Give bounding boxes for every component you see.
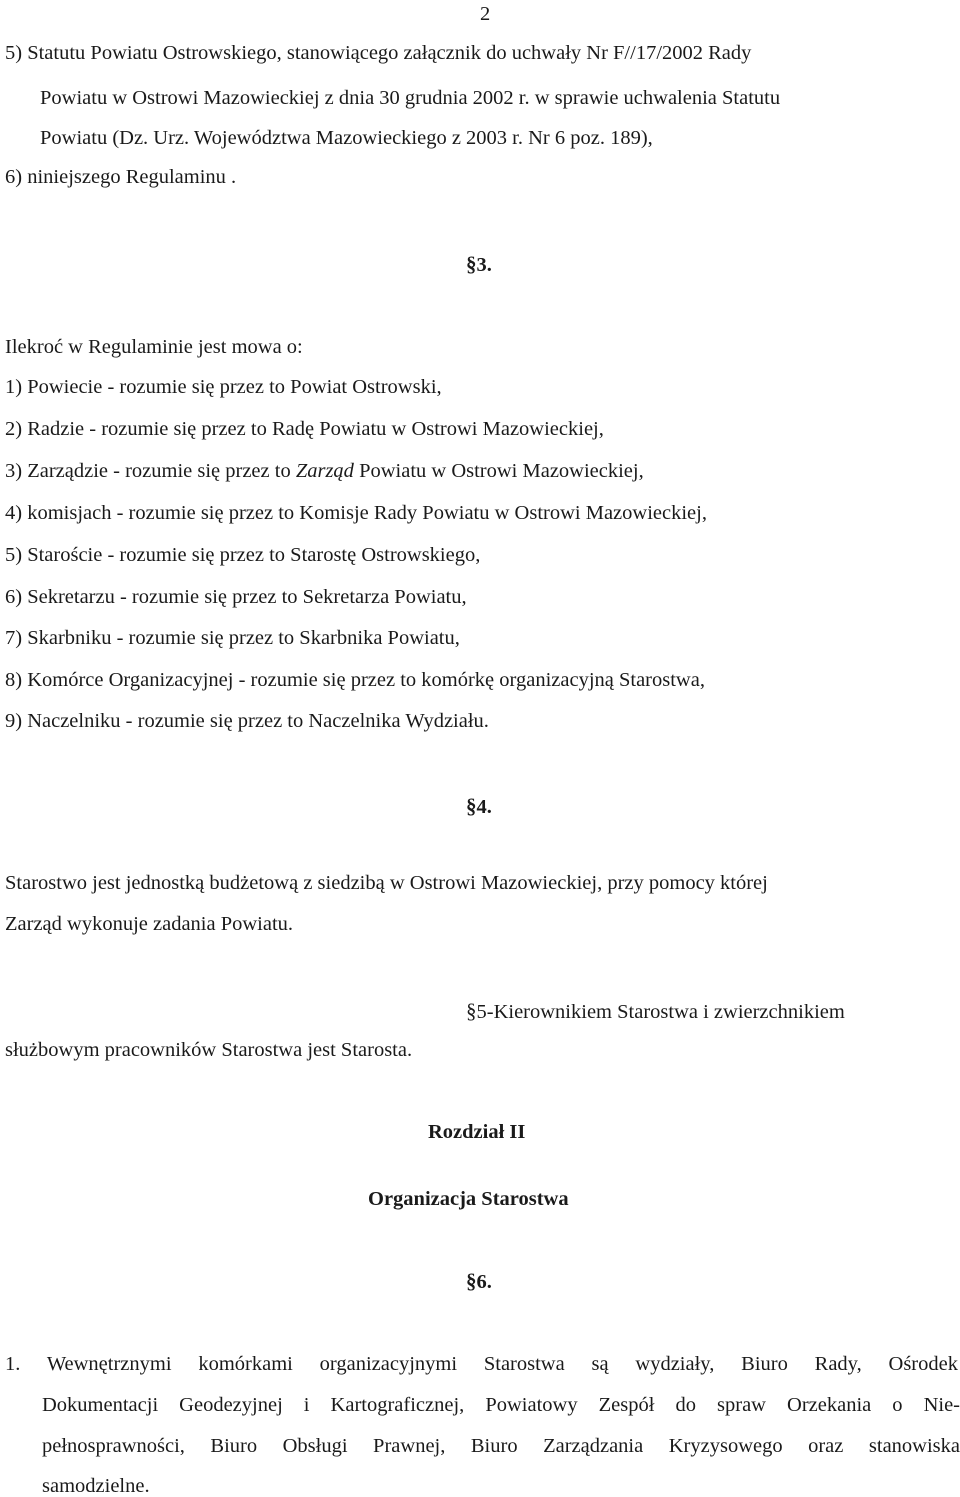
section-6-line4: samodzielne. bbox=[42, 1475, 150, 1497]
section-3-heading bbox=[466, 254, 492, 276]
section-sign: § bbox=[466, 252, 477, 276]
section-6-heading bbox=[466, 1271, 492, 1293]
section-4-line2: Zarząd wykonuje zadania Powiatu. bbox=[5, 913, 294, 935]
definition-item-text: 3) Zarządzie - rozumie się przez to bbox=[5, 460, 296, 482]
intro-item5-line2: Powiatu w Ostrowi Mazowieckiej z dnia 30 grudnia 2002 r. w sprawie uchwalenia Statutu bbox=[40, 87, 781, 109]
definition-item: 1) Powiecie - rozumie się przez to Powiat Ostrowski, bbox=[5, 376, 442, 398]
definition-item bbox=[5, 461, 644, 482]
definition-item: 6) Sekretarzu - rozumie się przez to Sekretarza Powiatu, bbox=[5, 586, 467, 608]
section-5-line2: służbowym pracowników Starostwa jest Starosta. bbox=[5, 1039, 413, 1061]
section-6-line1: 1. Wewnętrznymi komórkami organizacyjnymi Starostwa są wydziały, Biuro Rady, Ośrodek bbox=[5, 1353, 958, 1375]
chapter-title: Rozdział II bbox=[428, 1121, 526, 1143]
intro-item5-line1: 5) Statutu Powiatu Ostrowskiego, stanowiącego załącznik do uchwały Nr F//17/2002 Rady bbox=[5, 42, 752, 64]
section-number: 6. bbox=[476, 1271, 492, 1293]
section-sign: § bbox=[466, 1269, 477, 1293]
section-5-line1 bbox=[466, 1001, 845, 1023]
definition-item: 7) Skarbniku - rozumie się przez to Skarbnika Powiatu, bbox=[5, 627, 460, 649]
definition-item: 2) Radzie - rozumie się przez to Radę Powiatu w Ostrowi Mazowieckiej, bbox=[5, 418, 604, 440]
definition-item-text: Powiatu w Ostrowi Mazowieckiej, bbox=[353, 460, 644, 482]
section-4-heading bbox=[466, 796, 492, 818]
page-number: 2 bbox=[480, 3, 491, 25]
intro-item6: 6) niniejszego Regulaminu . bbox=[5, 166, 237, 188]
chapter-subtitle: Organizacja Starostwa bbox=[368, 1188, 569, 1210]
section-sign: § bbox=[466, 794, 477, 818]
section-6-line3: pełnosprawności, Biuro Obsługi Prawnej, Biuro Zarządzania Kryzysowego oraz stanowiska bbox=[42, 1435, 960, 1457]
section-3-lead: Ilekroć w Regulaminie jest mowa o: bbox=[5, 336, 303, 358]
definition-item: 8) Komórce Organizacyjnej - rozumie się przez to komórkę organizacyjną Starostwa, bbox=[5, 669, 705, 691]
intro-item5-line3: Powiatu (Dz. Urz. Województwa Mazowieckiego z 2003 r. Nr 6 poz. 189), bbox=[40, 127, 653, 149]
definition-item: 5) Staroście - rozumie się przez to Starostę Ostrowskiego, bbox=[5, 544, 481, 566]
section-6-line2: Dokumentacji Geodezyjnej i Kartograficznej, Powiatowy Zespół do spraw Orzekania o Nie- bbox=[42, 1394, 960, 1416]
section-5-text: 5-Kierownikiem Starostwa i zwierzchnikiem bbox=[476, 1001, 845, 1023]
section-number: 4. bbox=[476, 796, 492, 818]
definition-item: 4) komisjach - rozumie się przez to Komisje Rady Powiatu w Ostrowi Mazowieckiej, bbox=[5, 502, 707, 524]
definition-item: 9) Naczelniku - rozumie się przez to Naczelnika Wydziału. bbox=[5, 710, 489, 732]
definition-item-italic: Zarząd bbox=[295, 460, 354, 482]
section-sign: § bbox=[466, 999, 477, 1023]
section-4-line1: Starostwo jest jednostką budżetową z siedzibą w Ostrowi Mazowieckiej, przy pomocy której bbox=[5, 872, 768, 894]
section-number: 3. bbox=[476, 254, 492, 276]
